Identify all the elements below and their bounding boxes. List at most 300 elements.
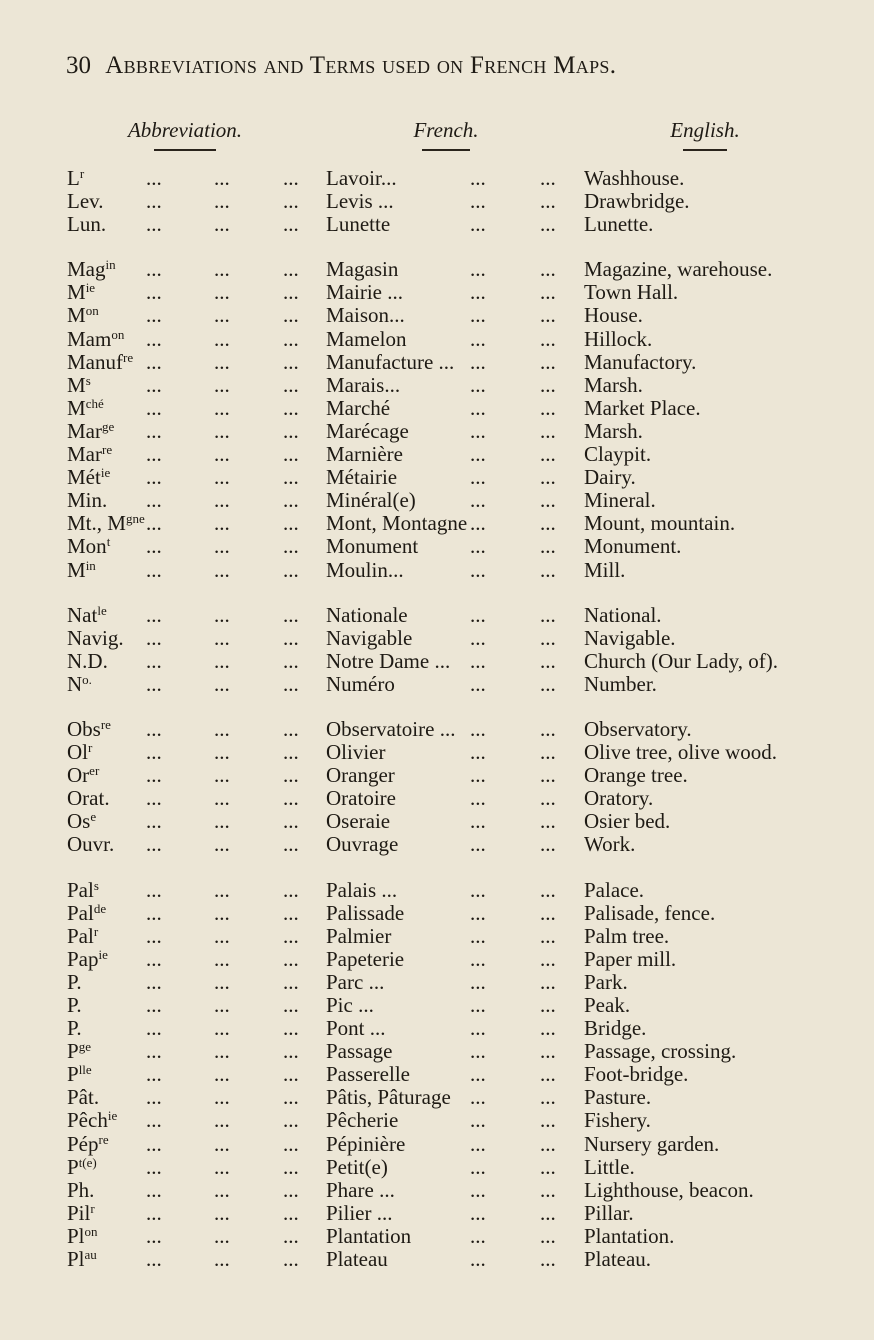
leader-dots: ... (214, 786, 230, 811)
french-term-cell: Moulin... (326, 557, 404, 582)
abbreviation-text: Os (67, 809, 91, 834)
english-term-cell: Dairy. (584, 465, 636, 490)
leader-dots: ... (470, 786, 486, 811)
leader-dots: ... (283, 511, 299, 536)
table-row (0, 213, 874, 236)
leader-dots: ... (540, 786, 556, 811)
leader-dots: ... (146, 625, 162, 650)
abbreviation-superscript: r (88, 740, 93, 756)
english-term-cell: Lighthouse, beacon. (584, 1177, 754, 1202)
leader-dots: ... (540, 1131, 556, 1156)
leader-dots: ... (283, 832, 299, 857)
leader-dots: ... (470, 1062, 486, 1087)
leader-dots: ... (283, 1131, 299, 1156)
english-term-cell: Mount, mountain. (584, 511, 736, 536)
leader-dots: ... (146, 166, 162, 190)
leader-dots: ... (540, 465, 556, 490)
leader-dots: ... (146, 349, 162, 374)
abbreviation-superscript: ie (85, 280, 96, 296)
leader-dots: ... (470, 166, 486, 190)
leader-dots: ... (214, 303, 230, 328)
leader-dots: ... (283, 740, 299, 765)
leader-dots: ... (146, 257, 162, 282)
leader-dots: ... (540, 280, 556, 305)
abbreviation-text: Ouvr. (67, 832, 115, 857)
abbreviation-cell (67, 604, 107, 627)
abbreviation-cell (67, 1133, 109, 1156)
leader-dots: ... (283, 280, 299, 305)
leader-dots: ... (540, 1223, 556, 1248)
leader-dots: ... (470, 1016, 486, 1041)
french-term-cell: Marécage (326, 418, 409, 443)
english-term-cell: Town Hall. (584, 280, 679, 305)
leader-dots: ... (214, 212, 230, 237)
english-term-cell: Marsh. (584, 418, 643, 443)
abbreviation-text: P (67, 1039, 79, 1064)
leader-dots: ... (470, 1223, 486, 1248)
abbreviation-text: L (67, 166, 80, 190)
leader-dots: ... (540, 969, 556, 994)
french-term-cell: Nationale (326, 602, 408, 627)
english-term-cell: House. (584, 303, 643, 328)
abbreviation-table (0, 167, 874, 1271)
english-term-cell: Foot-bridge. (584, 1062, 689, 1087)
abbreviation-text: Or (67, 763, 90, 788)
french-term-cell: Palais ... (326, 877, 398, 902)
leader-dots: ... (214, 557, 230, 582)
abbreviation-cell (67, 971, 82, 994)
abbreviation-text: P. (67, 1016, 82, 1041)
leader-dots: ... (283, 716, 299, 741)
abbreviation-cell (67, 420, 114, 443)
abbreviation-cell (67, 741, 92, 764)
column-heading-abbreviation-label: Abbreviation. (127, 118, 243, 142)
abbreviation-superscript: re (100, 716, 111, 732)
leader-dots: ... (146, 900, 162, 925)
leader-dots: ... (214, 625, 230, 650)
abbreviation-text: M (67, 372, 86, 397)
leader-dots: ... (470, 280, 486, 305)
leader-dots: ... (146, 671, 162, 696)
leader-dots: ... (470, 257, 486, 282)
leader-dots: ... (540, 877, 556, 902)
leader-dots: ... (146, 923, 162, 948)
leader-dots: ... (540, 372, 556, 397)
english-term-cell: Pillar. (584, 1200, 634, 1225)
leader-dots: ... (214, 1154, 230, 1179)
abbreviation-cell (67, 650, 108, 673)
column-heading-french-label: French. (413, 118, 479, 142)
english-term-cell: Osier bed. (584, 809, 671, 834)
leader-dots: ... (540, 1062, 556, 1087)
abbreviation-text: Mt., M (67, 511, 126, 536)
english-term-cell: Park. (584, 969, 628, 994)
leader-dots: ... (146, 1200, 162, 1225)
abbreviation-text: Mar (67, 442, 102, 467)
abbreviation-superscript: ie (107, 1108, 118, 1124)
abbreviation-cell (67, 1202, 95, 1225)
leader-dots: ... (470, 1200, 486, 1225)
table-row (0, 374, 874, 397)
table-row (0, 1109, 874, 1132)
leader-dots: ... (214, 395, 230, 420)
french-term-cell: Parc ... (326, 969, 385, 994)
leader-dots: ... (283, 1247, 299, 1272)
table-row (0, 627, 874, 650)
abbreviation-superscript: au (84, 1247, 97, 1263)
leader-dots: ... (283, 166, 299, 190)
leader-dots: ... (283, 1062, 299, 1087)
leader-dots: ... (470, 349, 486, 374)
abbreviation-text: P (67, 1062, 79, 1087)
leader-dots: ... (146, 763, 162, 788)
french-term-cell: Marais... (326, 372, 401, 397)
page-number: 30 (66, 52, 91, 79)
leader-dots: ... (283, 534, 299, 559)
french-term-cell: Observatoire ... (326, 716, 456, 741)
english-term-cell: National. (584, 602, 662, 627)
abbreviation-cell (67, 1017, 82, 1040)
english-term-cell: Number. (584, 671, 657, 696)
leader-dots: ... (470, 189, 486, 214)
english-term-cell: Marsh. (584, 372, 643, 397)
leader-dots: ... (214, 900, 230, 925)
english-term-cell: Lunette. (584, 212, 654, 237)
leader-dots: ... (540, 602, 556, 627)
leader-dots: ... (283, 923, 299, 948)
table-row (0, 1202, 874, 1225)
heading-rule (683, 149, 727, 151)
leader-dots: ... (214, 877, 230, 902)
column-heading-english-label: English. (670, 118, 740, 142)
abbreviation-cell (67, 167, 84, 190)
table-row (0, 879, 874, 902)
heading-rule (154, 149, 216, 151)
leader-dots: ... (470, 1247, 486, 1272)
leader-dots: ... (540, 418, 556, 443)
leader-dots: ... (283, 557, 299, 582)
french-term-cell: Notre Dame ... (326, 648, 451, 673)
leader-dots: ... (283, 326, 299, 351)
leader-dots: ... (146, 1039, 162, 1064)
table-row (0, 741, 874, 764)
leader-dots: ... (146, 442, 162, 467)
table-row (0, 1017, 874, 1040)
french-term-cell: Magasin (326, 257, 399, 282)
column-headings (0, 118, 874, 164)
leader-dots: ... (540, 166, 556, 190)
leader-dots: ... (214, 1223, 230, 1248)
french-term-cell: Navigable (326, 625, 413, 650)
leader-dots: ... (146, 372, 162, 397)
english-term-cell: Palace. (584, 877, 645, 902)
french-term-cell: Mamelon (326, 326, 407, 351)
table-row (0, 994, 874, 1017)
leader-dots: ... (146, 740, 162, 765)
english-term-cell: Mineral. (584, 488, 656, 513)
abbreviation-superscript: ie (98, 946, 108, 962)
leader-dots: ... (214, 257, 230, 282)
abbreviation-cell (67, 304, 99, 327)
leader-dots: ... (540, 832, 556, 857)
abbreviation-superscript: s (93, 877, 99, 893)
leader-dots: ... (283, 257, 299, 282)
table-row (0, 328, 874, 351)
leader-dots: ... (146, 602, 162, 627)
abbreviation-text: Mar (67, 418, 102, 443)
leader-dots: ... (214, 488, 230, 513)
leader-dots: ... (214, 1200, 230, 1225)
abbreviation-text: Pl (67, 1223, 85, 1248)
english-term-cell: Drawbridge. (584, 189, 690, 214)
english-term-cell: Plateau. (584, 1247, 652, 1272)
table-row (0, 443, 874, 466)
french-term-cell: Pic ... (326, 993, 374, 1017)
abbreviation-cell (67, 1109, 117, 1132)
abbreviation-text: Ph. (67, 1177, 95, 1202)
leader-dots: ... (540, 993, 556, 1017)
french-term-cell: Pâtis, Pâturage (326, 1085, 451, 1110)
leader-dots: ... (540, 212, 556, 237)
abbreviation-cell (67, 925, 98, 948)
english-term-cell: Orange tree. (584, 763, 688, 788)
leader-dots: ... (540, 648, 556, 673)
leader-dots: ... (540, 257, 556, 282)
abbreviation-text: P (67, 1154, 79, 1179)
leader-dots: ... (540, 1085, 556, 1110)
leader-dots: ... (540, 349, 556, 374)
table-row (0, 650, 874, 673)
english-term-cell: Oratory. (584, 786, 654, 811)
leader-dots: ... (540, 1200, 556, 1225)
english-term-cell: Little. (584, 1154, 635, 1179)
abbreviation-superscript: t(e) (78, 1154, 97, 1170)
english-term-cell: Claypit. (584, 442, 652, 467)
abbreviation-text: Min. (67, 488, 108, 513)
leader-dots: ... (540, 946, 556, 971)
leader-dots: ... (540, 557, 556, 582)
leader-dots: ... (214, 809, 230, 834)
abbreviation-text: Pap (67, 946, 99, 971)
leader-dots: ... (214, 1039, 230, 1064)
abbreviation-cell (67, 1179, 94, 1202)
table-row (0, 466, 874, 489)
english-term-cell: Peak. (584, 993, 631, 1017)
leader-dots: ... (146, 1062, 162, 1087)
abbreviation-superscript: r (90, 1200, 95, 1216)
french-term-cell: Phare ... (326, 1177, 395, 1202)
abbreviation-cell (67, 994, 82, 1017)
leader-dots: ... (470, 763, 486, 788)
english-term-cell: Hillock. (584, 326, 653, 351)
abbreviation-cell (67, 351, 133, 374)
leader-dots: ... (470, 212, 486, 237)
leader-dots: ... (470, 511, 486, 536)
heading-rule (422, 149, 470, 151)
french-term-cell: Maison... (326, 303, 405, 328)
leader-dots: ... (540, 511, 556, 536)
french-term-cell: Lunette (326, 212, 391, 237)
english-term-cell: Observatory. (584, 716, 692, 741)
column-heading-french (386, 118, 506, 151)
french-term-cell: Ouvrage (326, 832, 399, 857)
leader-dots: ... (146, 488, 162, 513)
leader-dots: ... (283, 212, 299, 237)
page-title: Abbreviations and Terms used on French Maps. (105, 52, 617, 79)
abbreviation-text: Navig. (67, 625, 124, 650)
leader-dots: ... (540, 809, 556, 834)
leader-dots: ... (540, 1154, 556, 1179)
leader-dots: ... (470, 1039, 486, 1064)
table-row (0, 281, 874, 304)
leader-dots: ... (283, 648, 299, 673)
leader-dots: ... (146, 1154, 162, 1179)
leader-dots: ... (214, 946, 230, 971)
leader-dots: ... (283, 488, 299, 513)
french-term-cell: Plantation (326, 1223, 412, 1248)
abbreviation-text: Pal (67, 877, 94, 902)
english-term-cell: Manufactory. (584, 349, 697, 374)
french-term-cell: Oranger (326, 763, 395, 788)
abbreviation-superscript: on (84, 1223, 98, 1239)
leader-dots: ... (146, 1016, 162, 1041)
leader-dots: ... (470, 809, 486, 834)
leader-dots: ... (540, 671, 556, 696)
english-term-cell: Market Place. (584, 395, 701, 420)
table-row (0, 1179, 874, 1202)
leader-dots: ... (283, 1016, 299, 1041)
leader-dots: ... (214, 602, 230, 627)
leader-dots: ... (214, 1085, 230, 1110)
abbreviation-text: Mam (67, 326, 112, 351)
leader-dots: ... (146, 716, 162, 741)
abbreviation-superscript: er (89, 763, 100, 779)
leader-dots: ... (540, 923, 556, 948)
leader-dots: ... (470, 602, 486, 627)
abbreviation-superscript: in (105, 257, 116, 273)
leader-dots: ... (214, 648, 230, 673)
table-row (0, 764, 874, 787)
abbreviation-superscript: e (90, 809, 97, 825)
leader-dots: ... (283, 602, 299, 627)
french-term-cell: Minéral(e) (326, 488, 416, 513)
abbreviation-superscript: on (111, 326, 125, 342)
leader-dots: ... (214, 442, 230, 467)
table-row (0, 718, 874, 741)
leader-dots: ... (470, 946, 486, 971)
abbreviation-cell (67, 328, 124, 351)
french-term-cell: Marnière (326, 442, 403, 467)
abbreviation-cell (67, 397, 104, 420)
leader-dots: ... (214, 923, 230, 948)
table-row (0, 559, 874, 582)
leader-dots: ... (214, 671, 230, 696)
leader-dots: ... (214, 1062, 230, 1087)
abbreviation-text: Mét (67, 465, 101, 490)
abbreviation-cell (67, 787, 110, 810)
abbreviation-text: M (67, 395, 86, 420)
leader-dots: ... (283, 1223, 299, 1248)
table-row (0, 1156, 874, 1179)
leader-dots: ... (214, 418, 230, 443)
leader-dots: ... (146, 557, 162, 582)
leader-dots: ... (146, 395, 162, 420)
table-row (0, 604, 874, 627)
english-term-cell: Church (Our Lady, of). (584, 648, 778, 673)
leader-dots: ... (146, 1131, 162, 1156)
abbreviation-cell (67, 1156, 97, 1179)
abbreviation-text: P. (67, 993, 82, 1017)
leader-dots: ... (283, 1039, 299, 1064)
leader-dots: ... (283, 349, 299, 374)
abbreviation-text: Mag (67, 257, 106, 282)
abbreviation-text: M (67, 280, 86, 305)
french-term-cell: Pépinière (326, 1131, 406, 1156)
abbreviation-text: Pép (67, 1131, 99, 1156)
abbreviation-text: Lev. (67, 189, 104, 214)
french-term-cell: Palissade (326, 900, 405, 925)
leader-dots: ... (470, 465, 486, 490)
abbreviation-cell (67, 1086, 99, 1109)
french-term-cell: Pêcherie (326, 1108, 399, 1133)
french-term-cell: Mairie ... (326, 280, 403, 305)
leader-dots: ... (214, 280, 230, 305)
leader-dots: ... (470, 1085, 486, 1110)
leader-dots: ... (146, 832, 162, 857)
french-term-cell: Pilier ... (326, 1200, 393, 1225)
leader-dots: ... (283, 969, 299, 994)
abbreviation-cell (67, 559, 96, 582)
abbreviation-text: Nat (67, 602, 98, 627)
abbreviation-text: Pil (67, 1200, 91, 1225)
english-term-cell: Paper mill. (584, 946, 677, 971)
leader-dots: ... (146, 946, 162, 971)
leader-dots: ... (470, 488, 486, 513)
table-row (0, 489, 874, 512)
leader-dots: ... (146, 809, 162, 834)
table-row (0, 673, 874, 696)
french-term-cell: Passage (326, 1039, 393, 1064)
abbreviation-cell (67, 1040, 91, 1063)
leader-dots: ... (470, 969, 486, 994)
leader-dots: ... (146, 280, 162, 305)
leader-dots: ... (146, 212, 162, 237)
leader-dots: ... (283, 465, 299, 490)
leader-dots: ... (283, 1200, 299, 1225)
leader-dots: ... (283, 993, 299, 1017)
table-row (0, 971, 874, 994)
abbreviation-cell (67, 190, 104, 213)
leader-dots: ... (283, 418, 299, 443)
table-row (0, 1225, 874, 1248)
leader-dots: ... (146, 511, 162, 536)
leader-dots: ... (146, 786, 162, 811)
english-term-cell: Pasture. (584, 1085, 652, 1110)
leader-dots: ... (470, 395, 486, 420)
leader-dots: ... (214, 1108, 230, 1133)
abbreviation-text: Orat. (67, 786, 110, 811)
abbreviation-superscript: re (98, 1131, 109, 1147)
leader-dots: ... (214, 372, 230, 397)
english-term-cell: Mill. (584, 557, 626, 582)
abbreviation-superscript: ge (78, 1039, 91, 1055)
abbreviation-text: Manuf (67, 349, 123, 374)
abbreviation-superscript: ché (85, 395, 104, 411)
abbreviation-cell (67, 489, 107, 512)
leader-dots: ... (470, 303, 486, 328)
french-term-cell: Palmier (326, 923, 392, 948)
abbreviation-text: Pal (67, 900, 94, 925)
